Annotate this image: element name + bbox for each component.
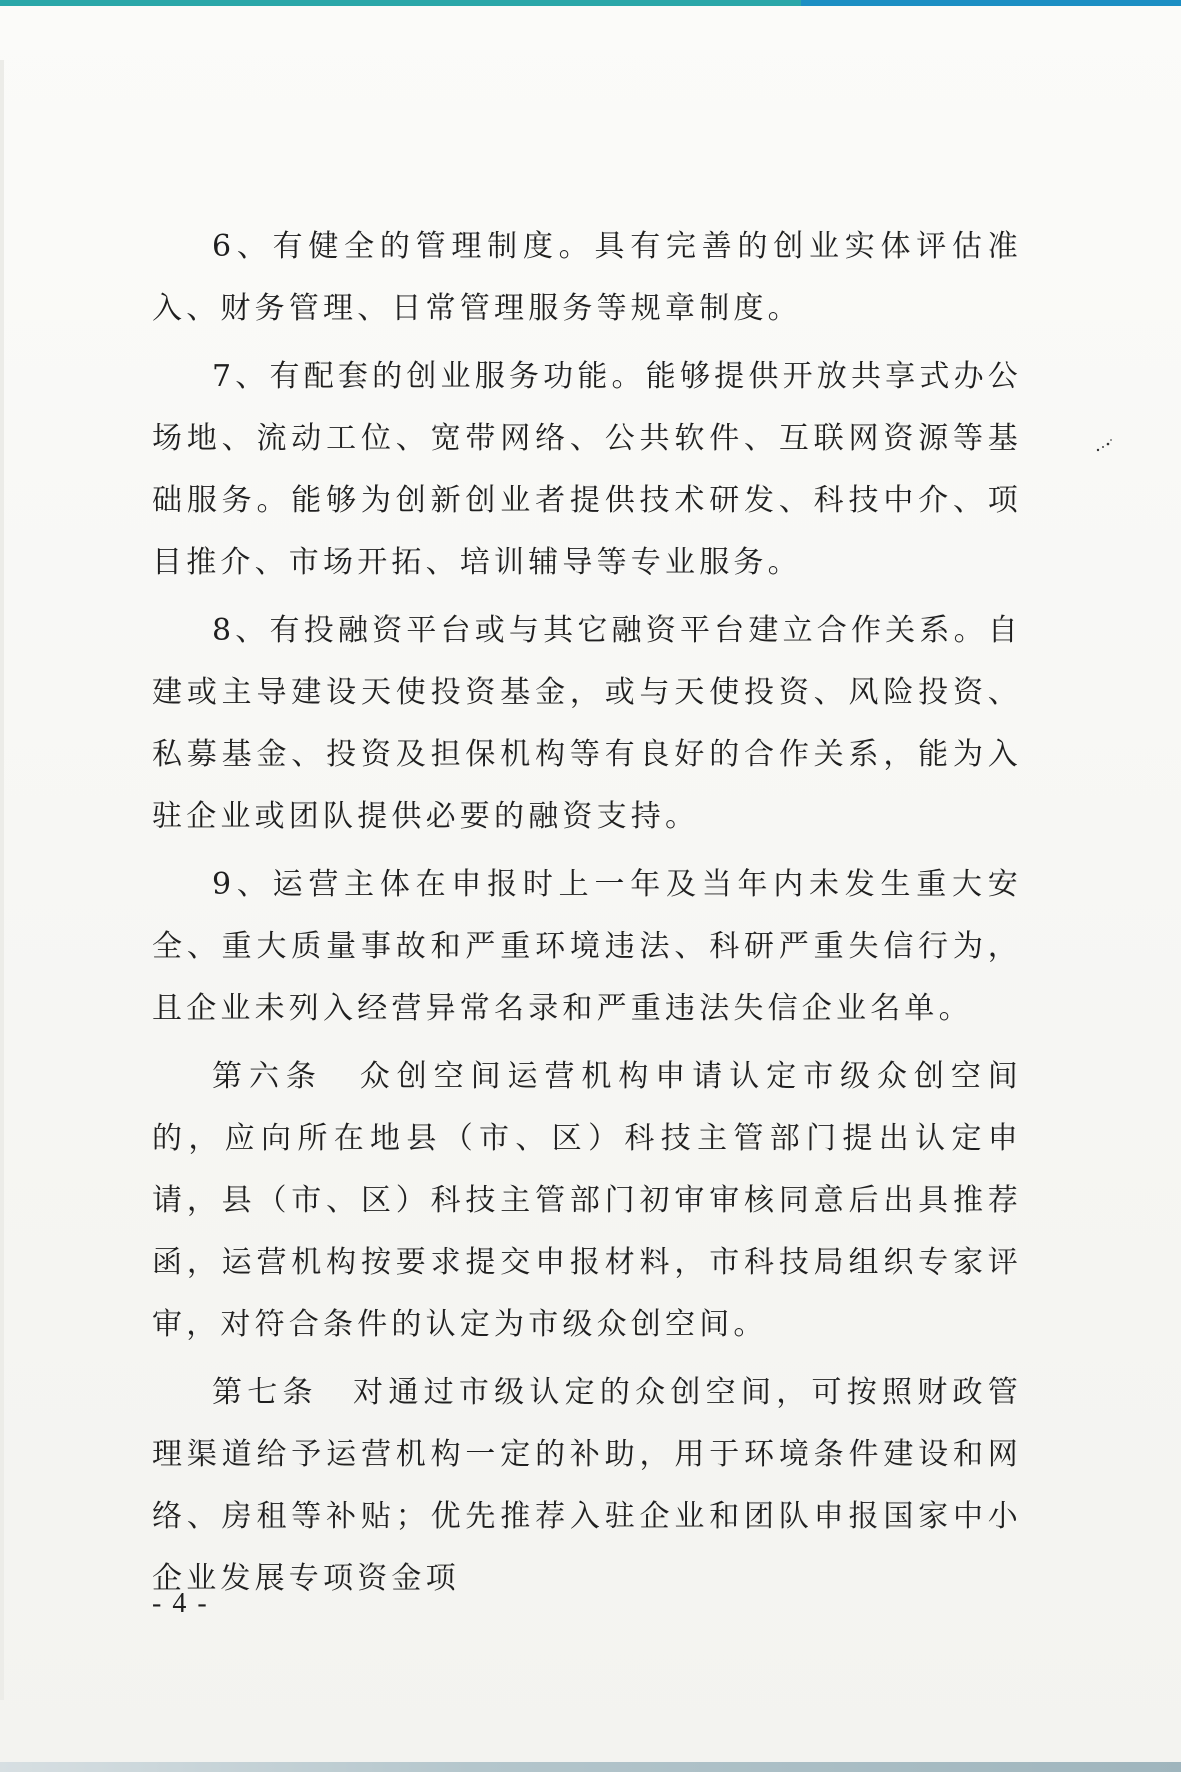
paragraph-article-6: 第六条 众创空间运营机构申请认定市级众创空间的，应向所在地县（市、区）科技主管部门提出认定申请，县（市、区）科技主管部门初审审核同意后出具推荐函，运营机构按要求提交申报材料，市科技局组织专家评审，对符合条件的认定为市级众创空间。 [152,1059,1022,1342]
paragraph-item-8: 8、有投融资平台或与其它融资平台建立合作关系。自建或主导建设天使投资基金，或与天使投资、风险投资、私募基金、投资及担保机构等有良好的合作关系，能为入驻企业或团队提供必要的融资支持。 [152,613,1022,834]
scan-speck-mark [1094,438,1114,454]
scan-left-edge [0,60,4,1700]
paragraph-item-6: 6、有健全的管理制度。具有完善的创业实体评估准入、财务管理、日常管理服务等规章制度。 [152,229,1022,326]
paragraph-item-9: 9、运营主体在申报时上一年及当年内未发生重大安全、重大质量事故和严重环境违法、科研严重失信行为，且企业未列入经营异常名录和严重违法失信企业名单。 [152,867,1022,1026]
scan-top-edge [0,0,1181,6]
paragraph-item-7: 7、有配套的创业服务功能。能够提供开放共享式办公场地、流动工位、宽带网络、公共软件、互联网资源等基础服务。能够为创新创业者提供技术研发、科技中介、项目推介、市场开拓、培训辅导等专业服务。 [152,359,1022,580]
page-number: - 4 - [152,1588,209,1619]
paragraph-article-7: 第七条 对通过市级认定的众创空间，可按照财政管理渠道给予运营机构一定的补助，用于环境条件建设和网络、房租等补贴；优先推荐入驻企业和团队申报国家中小企业发展专项资金项 [152,1375,1022,1596]
scan-bottom-edge [0,1762,1181,1772]
document-body [152,216,1022,1610]
